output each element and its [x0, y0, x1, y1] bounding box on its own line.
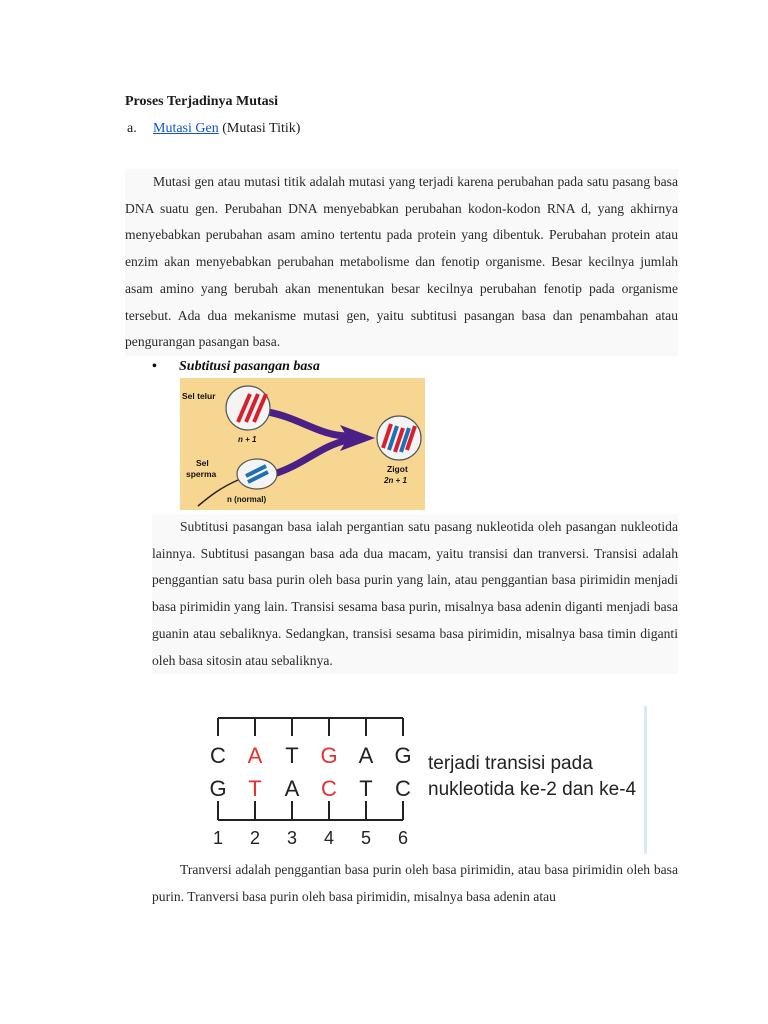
paragraph-text: Tranversi adalah penggantian basa purin oleh basa pirimidin, atau basa pirimidin oleh basa purin. Tranversi basa purin oleh basa pirimidin, misalnya basa adenin atau — [152, 862, 678, 904]
transition-caption: terjadi transisi pada — [428, 753, 593, 774]
subheading-suffix: (Mutasi Titik) — [218, 121, 301, 136]
top-strand-base: A — [247, 743, 263, 768]
bottom-strand-base: T — [359, 776, 373, 801]
bullet-marker: • — [152, 359, 157, 374]
position-number: 4 — [323, 828, 335, 848]
transition-figure — [152, 706, 647, 854]
section-heading: Proses Terjadinya Mutasi — [125, 94, 278, 109]
position-number: 2 — [249, 828, 261, 848]
fertilization-figure — [180, 378, 425, 510]
zygote-ploidy-label: 2n + 1 — [384, 476, 407, 485]
sperm-cell — [237, 459, 277, 489]
egg-ploidy-label: n + 1 — [238, 435, 257, 444]
sperm-label: Sel — [196, 458, 209, 468]
sperm-arrow — [274, 440, 348, 474]
egg-arrow — [268, 412, 348, 436]
bottom-strand-base: C — [395, 776, 411, 801]
paragraph-text: Subtitusi pasangan basa ialah pergantian satu pasang nukleotida oleh pasangan nukleotida lainnya. Subtitusi pasangan basa ada dua macam, yaitu transisi dan tranversi. Transisi adalah penggantian satu basa purin oleh basa purin yang lain, atau penggantian basa pirimidin menjadi basa pirimidin yang lain. Transisi sesama basa purin, misalnya basa adenin diganti menjadi basa guanin atau sebaliknya. Sedangkan, transisi sesama basa pirimidin, misalnya basa timin diganti oleh basa sitosin atau sebaliknya. — [152, 519, 678, 668]
bottom-strand-base: T — [248, 776, 262, 801]
dna-transition-diagram — [152, 706, 644, 854]
top-strand-base: A — [358, 743, 374, 768]
bottom-strand-base: G — [209, 776, 227, 801]
egg-cell — [226, 386, 270, 430]
transition-caption: nukleotida ke-2 dan ke-4 — [428, 779, 637, 800]
position-number: 3 — [286, 828, 298, 848]
top-strand-base: T — [285, 743, 299, 768]
sperm-ploidy-label: n (normal) — [227, 495, 267, 504]
top-strand-base: G — [394, 743, 412, 768]
list-marker: a. — [127, 121, 137, 136]
bullet-text: Subtitusi pasangan basa — [179, 359, 320, 374]
paragraph-tranversi — [152, 857, 678, 910]
top-strand-base: G — [320, 743, 338, 768]
paragraph-text: Mutasi gen atau mutasi titik adalah mutasi yang terjadi karena perubahan pada satu pasang basa DNA suatu gen. Perubahan DNA menyebabkan perubahan kodon-kodon RNA d, yang akhirnya menyebabkan perubahan asam amino tertentu pada protein yang dibentuk. Perubahan protein atau enzim akan menyebabkan perubahan metabolisme dan fenotip organisme. Besar kecilnya jumlah asam amino yang berubah akan menentukan besar kecilnya perubahan fenotip pada organisme tersebut. Ada dua mekanisme mutasi gen, yaitu subtitusi pasangan basa dan penambahan atau pengurangan pasangan basa. — [125, 174, 678, 350]
position-number: 6 — [397, 828, 409, 848]
egg-label: Sel telur — [182, 391, 216, 401]
sperm-label: sperma — [186, 469, 217, 479]
zygote-label: Zigot — [387, 464, 408, 474]
top-strand-base: C — [210, 743, 226, 768]
mutasi-gen-link[interactable]: Mutasi Gen — [153, 121, 219, 136]
paragraph-subtitusi — [152, 514, 678, 674]
bottom-strand-base: A — [284, 776, 300, 801]
position-number: 1 — [212, 828, 224, 848]
subsection-heading — [127, 121, 300, 137]
bottom-strand-base: C — [321, 776, 337, 801]
fertilization-diagram — [180, 378, 425, 510]
position-number: 5 — [360, 828, 372, 848]
bullet-item-subtitusi — [152, 359, 320, 375]
paragraph-mutasi-gen — [125, 169, 678, 356]
